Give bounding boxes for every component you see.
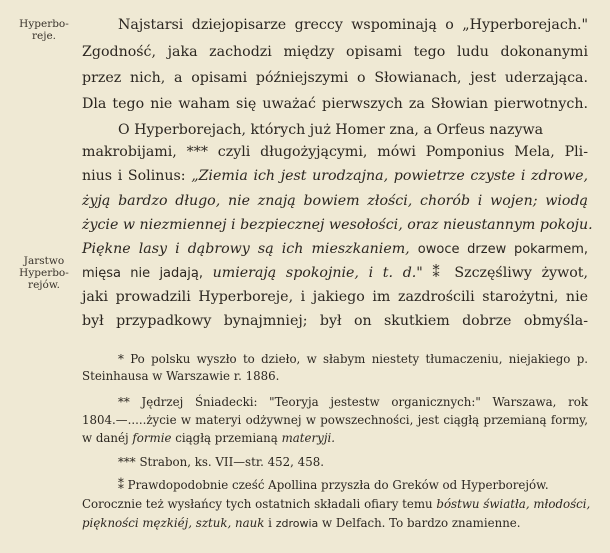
footnote-line: Corocznie też wysłańcy tych ostatnich składali ofiary temu bóstwu światła, młodości,	[82, 497, 591, 511]
margin-note-hyperboreje: Hyperbo- reje.	[19, 18, 69, 42]
footnote-line: Steinhausa w Warszawie r. 1886.	[82, 369, 280, 383]
body-line: Dla tego nie waham się uważać pierwszych za Słowian pierwotnych.	[82, 96, 588, 112]
body-line: był przypadkowy bynajmniej; był on skutkiem dobrze obmyśla-	[82, 313, 588, 329]
body-line: żyją bardzo długo, nie znają bowiem złości, chorób i wojen; wiodą	[82, 193, 588, 209]
footnote-line: * Po polsku wyszło to dzieło, w słabym niestety tłumaczeniu, niejakiego p.	[118, 352, 588, 366]
margin-note-jarstwo: Jarstwo Hyperbo- rejów.	[19, 255, 69, 291]
body-line: Zgodność, jaka zachodzi między opisami tego ludu dokonanymi	[82, 44, 588, 60]
footnote-line: 1804.—.....życie w materyi odżywnej w powszechności, jest ciągłą przemianą formy,	[82, 413, 588, 427]
footnote-line: ⁑ Prawdopodobnie cześć Apollina przyszła do Greków od Hyperborejów.	[118, 478, 549, 492]
body-line: O Hyperborejach, których już Homer zna, a Orfeus nazywa	[118, 122, 544, 138]
body-line: mięsa nie jadają, umierają spokojnie, i t. d." ⁑ Szczęśliwy żywot,	[82, 265, 588, 281]
body-line: nius i Solinus: „Ziemia ich jest urodzajna, powietrze czyste i zdrowe,	[82, 168, 588, 184]
body-line: jaki prowadzili Hyperboreje, i jakiego im zazdrościli starożytni, nie	[82, 289, 588, 305]
footnote-line: ** Jędrzej Śniadecki: "Teoryja jestestw organicznych:" Warszawa, rok	[118, 395, 588, 409]
footnote-line: piękności męzkiéj, sztuk, nauk i zdrowia w Delfach. To bardzo znamienne.	[82, 516, 521, 530]
body-line: makrobijami, *** czyli długożyjącymi, mówi Pomponius Mela, Pli-	[82, 144, 588, 160]
body-line: życie w niezmiennej i bezpiecznej wesołości, oraz nieustannym pokoju.	[82, 217, 593, 233]
footnote-line: w danéj formie ciągłą przemianą materyji.	[82, 431, 336, 445]
footnote-line: *** Strabon, ks. VII—str. 452, 458.	[118, 455, 324, 469]
body-line: Najstarsi dziejopisarze greccy wspominają o „Hyperborejach."	[118, 17, 588, 33]
body-line: Piękne lasy i dąbrowy są ich mieszkaniem, owoce drzew pokarmem,	[82, 241, 588, 257]
body-line: przez nich, a opisami późniejszymi o Słowianach, jest uderzająca.	[82, 70, 588, 86]
